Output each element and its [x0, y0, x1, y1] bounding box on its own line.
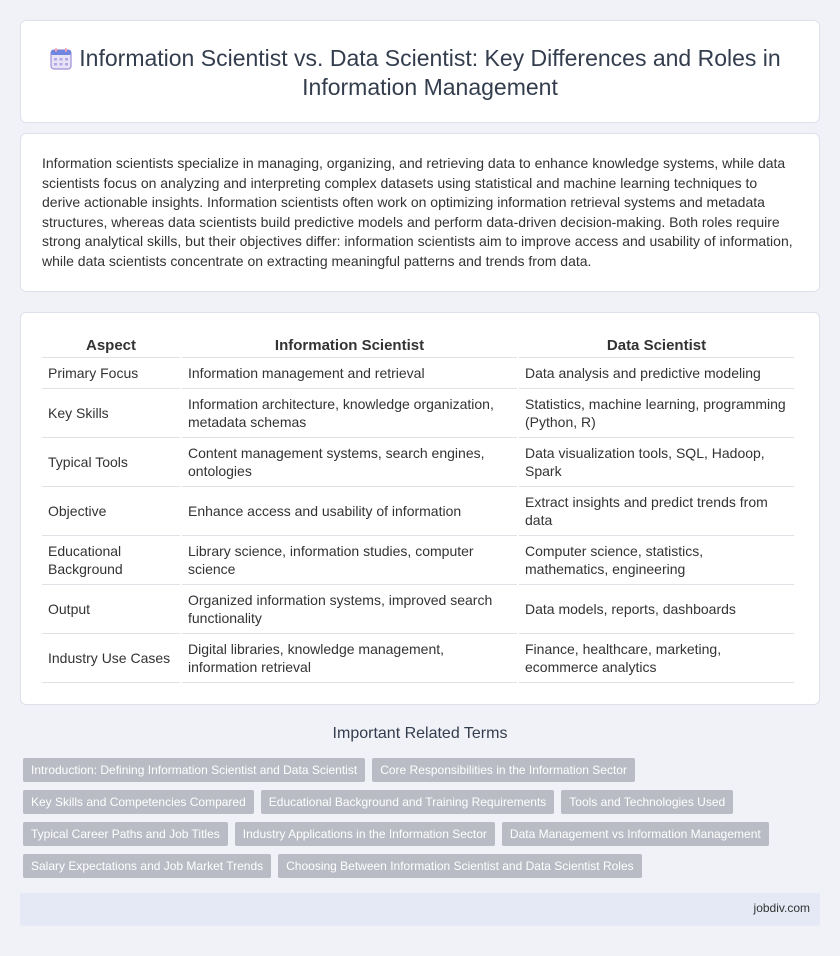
footer-site-link[interactable]: jobdiv.com	[753, 901, 810, 915]
cell-aspect: Industry Use Cases	[42, 634, 180, 683]
intro-paragraph: Information scientists specialize in managing, organizing, and retrieving data to enhance knowledge systems, while data scientists focus on analyzing and interpreting complex datasets using statistical and machine learning techniques to derive actionable insights. Information scientists often work on optimizing information retrieval systems and metadata structures, whereas data scientists build predictive models and perform data-driven decision-making. Both roles require strong analytical skills, but their objectives differ: information scientists aim to improve access and usability of information, while data scientists concentrate on extracting meaningful patterns and trends from data.	[42, 155, 793, 269]
table-row	[42, 438, 794, 487]
related-terms-title: Important Related Terms	[332, 725, 508, 742]
cell-data-scientist: Statistics, machine learning, programming (Python, R)	[519, 389, 794, 438]
table-row	[42, 585, 794, 634]
related-term-tag[interactable]: Industry Applications in the Information Sector	[235, 822, 495, 846]
cell-data-scientist: Data analysis and predictive modeling	[519, 358, 794, 389]
table-row	[42, 634, 794, 683]
cell-information-scientist: Enhance access and usability of information	[182, 487, 517, 536]
cell-aspect: Typical Tools	[42, 438, 180, 487]
related-term-tag[interactable]: Tools and Technologies Used	[561, 790, 733, 814]
related-term-tag[interactable]: Introduction: Defining Information Scientist and Data Scientist	[23, 758, 365, 782]
cell-data-scientist: Data visualization tools, SQL, Hadoop, Spark	[519, 438, 794, 487]
cell-information-scientist: Information management and retrieval	[182, 358, 517, 389]
tag-row	[23, 822, 769, 846]
page-title: Information Scientist vs. Data Scientist: Key Differences and Roles in Information Management	[79, 45, 781, 100]
tag-row	[23, 854, 642, 878]
cell-aspect: Output	[42, 585, 180, 634]
tag-row	[23, 758, 635, 782]
comparison-table	[40, 335, 796, 683]
related-term-tag[interactable]: Salary Expectations and Job Market Trends	[23, 854, 271, 878]
table-row	[42, 358, 794, 389]
comparison-table-card	[20, 312, 820, 705]
cell-information-scientist: Organized information systems, improved search functionality	[182, 585, 517, 634]
cell-data-scientist: Computer science, statistics, mathematics, engineering	[519, 536, 794, 585]
related-term-tag[interactable]: Key Skills and Competencies Compared	[23, 790, 254, 814]
cell-information-scientist: Library science, information studies, computer science	[182, 536, 517, 585]
related-term-tag[interactable]: Data Management vs Information Management	[502, 822, 769, 846]
header-aspect: Aspect	[42, 335, 180, 358]
related-term-tag[interactable]: Typical Career Paths and Job Titles	[23, 822, 228, 846]
related-term-tag[interactable]: Core Responsibilities in the Information Sector	[372, 758, 635, 782]
cell-data-scientist: Data models, reports, dashboards	[519, 585, 794, 634]
table-row	[42, 536, 794, 585]
related-term-tag[interactable]: Educational Background and Training Requirements	[261, 790, 555, 814]
table-row	[42, 487, 794, 536]
cell-information-scientist: Content management systems, search engines, ontologies	[182, 438, 517, 487]
cell-aspect: Objective	[42, 487, 180, 536]
header-information-scientist: Information Scientist	[182, 335, 517, 358]
header-card	[20, 20, 820, 123]
cell-aspect: Educational Background	[42, 536, 180, 585]
cell-information-scientist: Information architecture, knowledge organization, metadata schemas	[182, 389, 517, 438]
tag-row	[23, 790, 733, 814]
table-header-row	[42, 335, 794, 358]
cell-aspect: Primary Focus	[42, 358, 180, 389]
header-data-scientist: Data Scientist	[519, 335, 794, 358]
related-term-tag[interactable]: Choosing Between Information Scientist and Data Scientist Roles	[278, 854, 642, 878]
cell-information-scientist: Digital libraries, knowledge management, information retrieval	[182, 634, 517, 683]
cell-aspect: Key Skills	[42, 389, 180, 438]
table-row	[42, 389, 794, 438]
intro-card	[20, 133, 820, 292]
cell-data-scientist: Extract insights and predict trends from data	[519, 487, 794, 536]
footer	[20, 893, 820, 926]
cell-data-scientist: Finance, healthcare, marketing, ecommerce analytics	[519, 634, 794, 683]
